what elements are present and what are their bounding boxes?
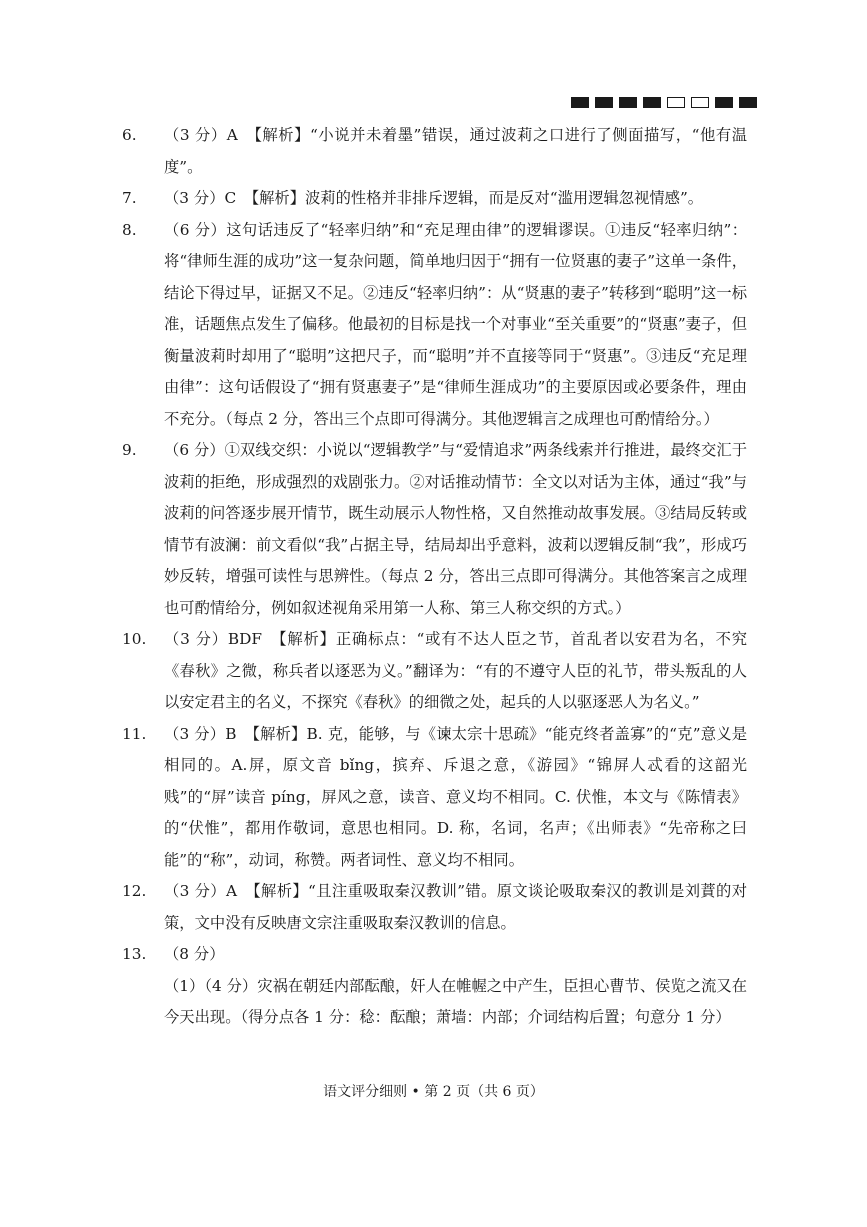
filled-square-mark [595, 97, 613, 108]
answer-item [122, 215, 747, 436]
answer-number: 12. [122, 882, 147, 900]
filled-square-mark [619, 97, 637, 108]
answer-item [122, 120, 747, 183]
answer-sub-item: （1）（4 分）灾祸在朝廷内部酝酿，奸人在帷幄之中产生，臣担心曹节、侯览之流又在今天出现。（得分点各 1 分：稔：酝酿；萧墙：内部；介词结构后置；句意分 1 分） [164, 976, 747, 1026]
answer-text: （3 分）A 【解析】“小说并未着墨”错误，通过波莉之口进行了侧面描写，“他有温度”。 [164, 126, 747, 176]
empty-square-mark [667, 97, 685, 108]
answer-number: 7. [122, 189, 137, 207]
answer-number: 11. [122, 724, 147, 743]
answer-number: 13. [122, 945, 147, 963]
answer-text: （6 分）①双线交织：小说以“逻辑教学”与“爱情追求”两条线索并行推进，最终交汇于波莉的拒绝，形成强烈的戏剧张力。②对话推动情节：全文以对话为主体，通过“我”与波莉的问答逐步展开情节，既生动展示人物性格，又自然推动故事发展。③结局反转或情节有波澜：前文看似“我”占据主导，结局却出乎意料，波莉以逻辑反制“我”，形成巧妙反转，增强可读性与思辨性。（每点 2 分，答出三点即可得满分。其他答案言之成理也可酌情给分，例如叙述视角采用第一人称、第三人称交织的方式。） [164, 441, 747, 617]
answer-text: （3 分）C 【解析】波莉的性格并非排斥逻辑，而是反对“滥用逻辑忽视情感”。 [164, 189, 704, 207]
filled-square-mark [715, 97, 733, 108]
answer-item [122, 719, 747, 877]
answer-content [122, 120, 747, 1034]
answer-item [122, 876, 747, 939]
answer-text: （8 分） [164, 945, 225, 963]
filled-square-mark [643, 97, 661, 108]
answer-text: （6 分）这句话违反了“轻率归纳”和“充足理由律”的逻辑谬误。①违反“轻率归纳”：将“律师生涯的成功”这一复杂问题，简单地归因于“拥有一位贤惠的妻子”这单一条件，结论下得过早，证据又不足。②违反“轻率归纳”：从“贤惠的妻子”转移到“聪明”这一标准，话题焦点发生了偏移。他最初的目标是找一个对事业“至关重要”的“贤惠”妻子，但衡量波莉时却用了“聪明”这把尺子，而“聪明”并不直接等同于“贤惠”。③违反“充足理由律”：这句话假设了“拥有贤惠妻子”是“律师生涯成功”的主要原因或必要条件，理由不充分。（每点 2 分，答出三个点即可得满分。其他逻辑言之成理也可酌情给分。） [164, 220, 747, 428]
answer-text: （3 分）A 【解析】“且注重吸取秦汉教训”错。原文谈论吸取秦汉的教训是刘蕡的对策，文中没有反映唐文宗注重吸取秦汉教训的信息。 [164, 882, 747, 932]
answer-item [122, 435, 747, 624]
answer-item [122, 939, 747, 971]
empty-square-mark [691, 97, 709, 108]
answer-text: （3 分）B 【解析】B. 克，能够，与《谏太宗十思疏》“能克终者盖寡”的“克”意义是相同的。A.屏，原文音 bǐng，摈弃、斥退之意，《游园》“锦屏人忒看的这韶光贱”的“屏”读音 píng，屏风之意，读音、意义均不相同。C. 伏惟，本文与《陈情表》的“伏惟”，都用作敬词，意思也相同。D. 称，名词，名声；《出师表》“先帝称之曰能”的“称”，动词，称赞。两者词性、意义均不相同。 [164, 724, 747, 869]
answer-text: （3 分）BDF 【解析】正确标点：“或有不达人臣之节，首乱者以安君为名，不究《春秋》之微，称兵者以逐恶为义。”翻译为：“有的不遵守人臣的礼节，带头叛乱的人以安定君主的名义，不探究《春秋》的细微之处，起兵的人以驱逐恶人为名义。” [164, 630, 747, 711]
filled-square-mark [571, 97, 589, 108]
answer-item [122, 624, 747, 719]
answer-number: 8. [122, 220, 137, 239]
filled-square-mark [739, 97, 757, 108]
answer-number: 10. [122, 630, 147, 648]
answer-number: 6. [122, 126, 137, 144]
header-marks [571, 97, 757, 108]
page-footer: 语文评分细则 • 第 2 页（共 6 页） [323, 1084, 544, 1100]
answer-number: 9. [122, 441, 137, 459]
answer-item [122, 183, 747, 215]
